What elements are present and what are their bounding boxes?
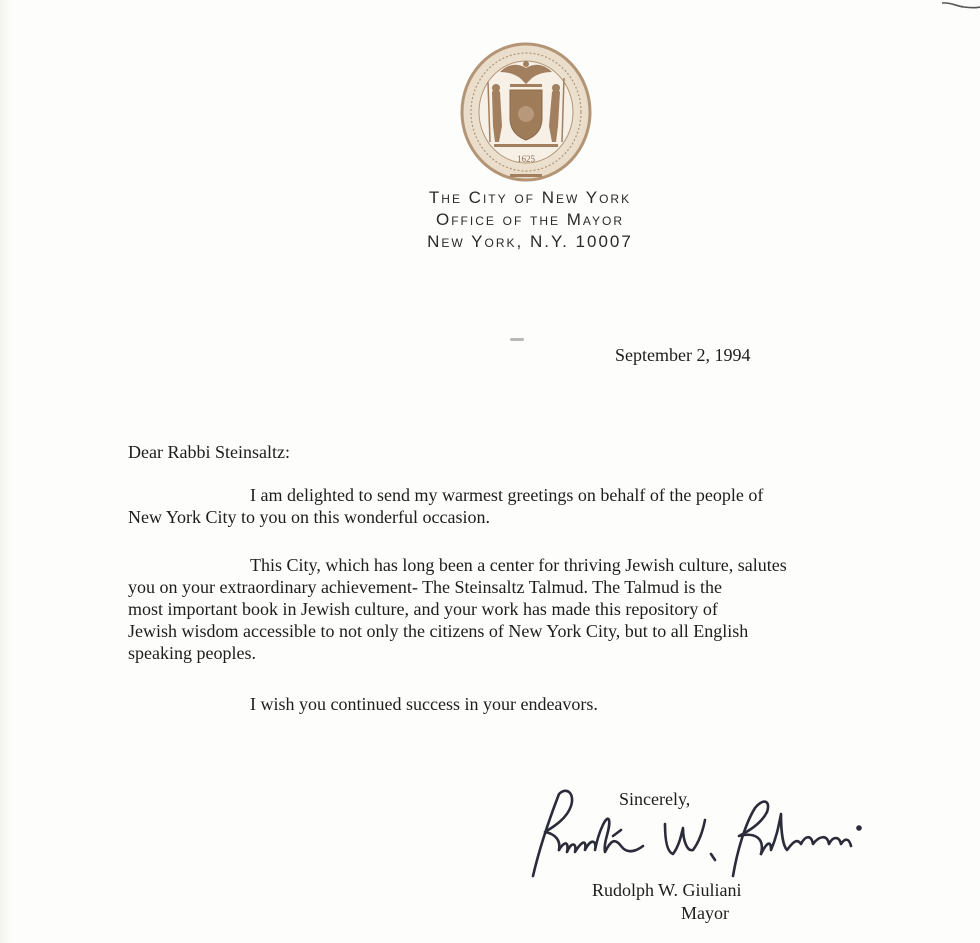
letterhead	[380, 187, 680, 253]
paragraph-line: This City, which has long been a center for thriving Jewish culture, salutes	[250, 555, 787, 575]
stray-ink-mark	[510, 338, 524, 341]
paragraph-line: New York City to you on this wonderful occasion.	[128, 507, 490, 527]
paragraph-1	[128, 484, 908, 528]
paragraph-line: speaking peoples.	[128, 643, 256, 663]
paragraph-line: Jewish wisdom accessible to not only the citizens of New York City, but to all English	[128, 621, 749, 641]
paragraph-line: I am delighted to send my warmest greetings on behalf of the people of	[250, 485, 764, 505]
handwritten-signature-icon	[515, 780, 885, 885]
paragraph-3	[128, 693, 908, 715]
paragraph-2	[128, 554, 908, 664]
salutation: Dear Rabbi Steinsaltz:	[128, 442, 290, 462]
nyc-seal-icon	[460, 42, 592, 182]
closing: Sincerely,	[619, 789, 691, 809]
signer-name: Rudolph W. Giuliani	[592, 880, 742, 900]
letterhead-city: The City of New York	[428, 188, 632, 207]
letterhead-office: Office of the Mayor	[436, 210, 624, 229]
letter-date: September 2, 1994	[615, 345, 751, 365]
paragraph-line: you on your extraordinary achievement- The Steinsaltz Talmud. The Talmud is the	[128, 577, 722, 597]
svg-text:1625: 1625	[517, 154, 535, 164]
signer-title: Mayor	[681, 903, 729, 923]
paragraph-line: most important book in Jewish culture, and your work has made this repository of	[128, 599, 718, 619]
corner-pen-mark-icon	[940, 0, 980, 14]
page-edge-shadow	[0, 0, 14, 943]
letterhead-address: New York, N.Y. 10007	[427, 232, 633, 251]
paragraph-line: I wish you continued success in your endeavors.	[250, 694, 598, 714]
